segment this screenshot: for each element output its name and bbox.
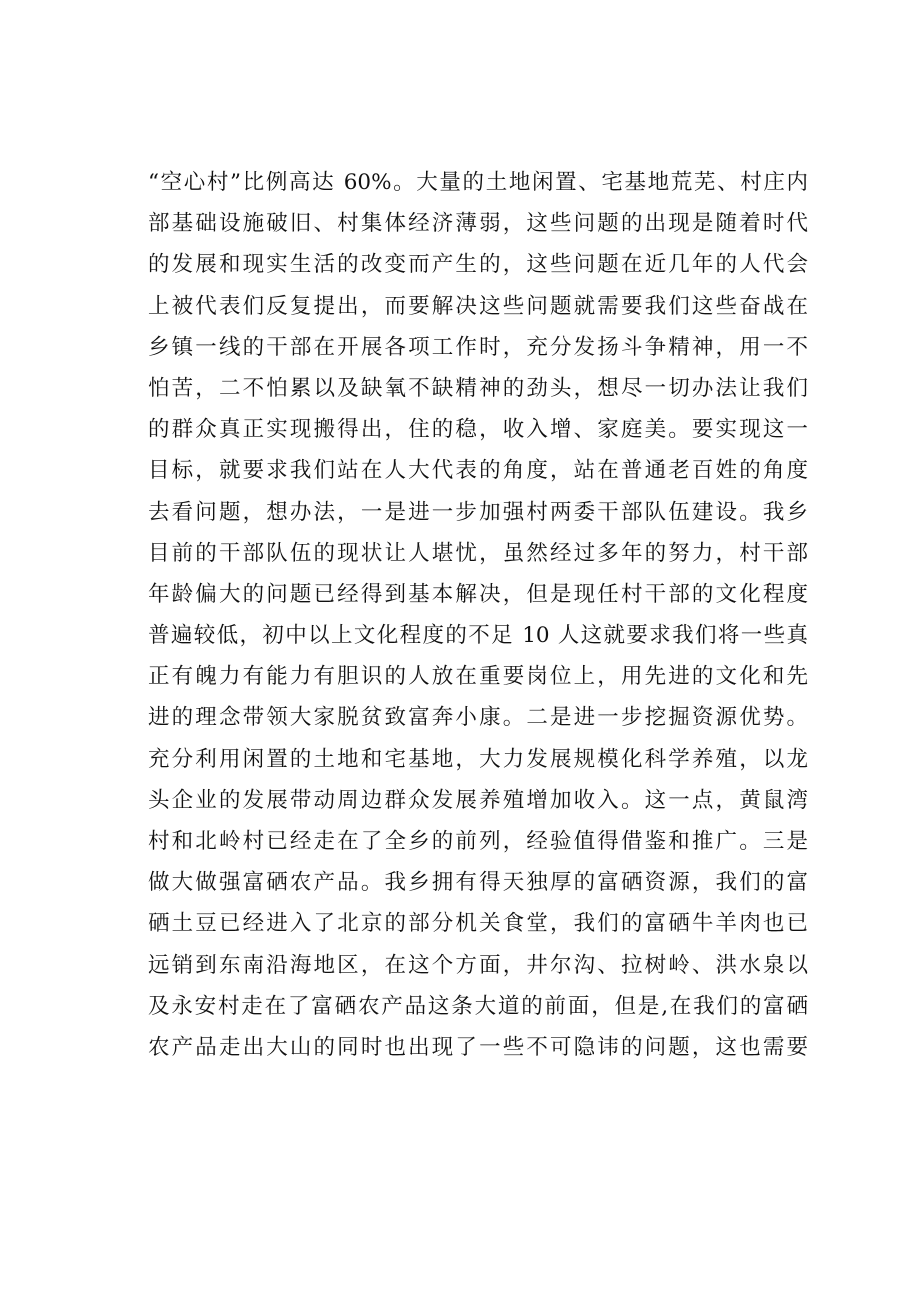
text-line: 的发展和现实生活的改变而产生的，这些问题在近几年的人代会 [148, 252, 808, 278]
text-line: 头企业的发展带动周边群众发展养殖增加收入。这一点，黄鼠湾 [148, 787, 808, 813]
text-line: 部基础设施破旧、村集体经济薄弱，这些问题的出现是随着时代 [148, 211, 808, 237]
text-line: 目标，就要求我们站在人大代表的角度，站在普通老百姓的角度 [148, 458, 808, 484]
text-line: 年龄偏大的问题已经得到基本解决，但是现任村干部的文化程度 [148, 581, 808, 607]
text-line: 及永安村走在了富硒农产品这条大道的前面，但是,在我们的富硒 [148, 993, 808, 1019]
text-line: 怕苦，二不怕累以及缺氧不缺精神的劲头，想尽一切办法让我们 [148, 375, 808, 401]
text-line: “空心村”比例高达 60%。大量的土地闲置、宅基地荒芜、村庄内 [148, 170, 808, 195]
body-paragraph [148, 162, 808, 1068]
text-line: 农产品走出大山的同时也出现了一些不可隐讳的问题，这也需要 [148, 1034, 808, 1060]
text-line: 去看问题，想办法，一是进一步加强村两委干部队伍建设。我乡 [148, 499, 808, 525]
text-line: 目前的干部队伍的现状让人堪忧，虽然经过多年的努力，村干部 [148, 540, 808, 566]
text-line: 上被代表们反复提出，而要解决这些问题就需要我们这些奋战在 [148, 293, 808, 319]
text-line: 乡镇一线的干部在开展各项工作时，充分发扬斗争精神，用一不 [148, 334, 808, 360]
text-line: 远销到东南沿海地区，在这个方面，井尔沟、拉树岭、洪水泉以 [148, 952, 808, 978]
text-line: 做大做强富硒农产品。我乡拥有得天独厚的富硒资源，我们的富 [148, 870, 808, 896]
text-line: 的群众真正实现搬得出，住的稳，收入增、家庭美。要实现这一 [148, 417, 808, 443]
text-line: 进的理念带领大家脱贫致富奔小康。二是进一步挖掘资源优势。 [148, 705, 808, 731]
text-line: 普遍较低，初中以上文化程度的不足 10 人这就要求我们将一些真 [148, 623, 808, 649]
text-line: 正有魄力有能力有胆识的人放在重要岗位上，用先进的文化和先 [148, 664, 808, 690]
text-line: 村和北岭村已经走在了全乡的前列，经验值得借鉴和推广。三是 [148, 829, 808, 854]
text-line: 充分利用闲置的土地和宅基地，大力发展规模化科学养殖，以龙 [148, 746, 808, 772]
text-line: 硒土豆已经进入了北京的部分机关食堂，我们的富硒牛羊肉也已 [148, 911, 808, 937]
